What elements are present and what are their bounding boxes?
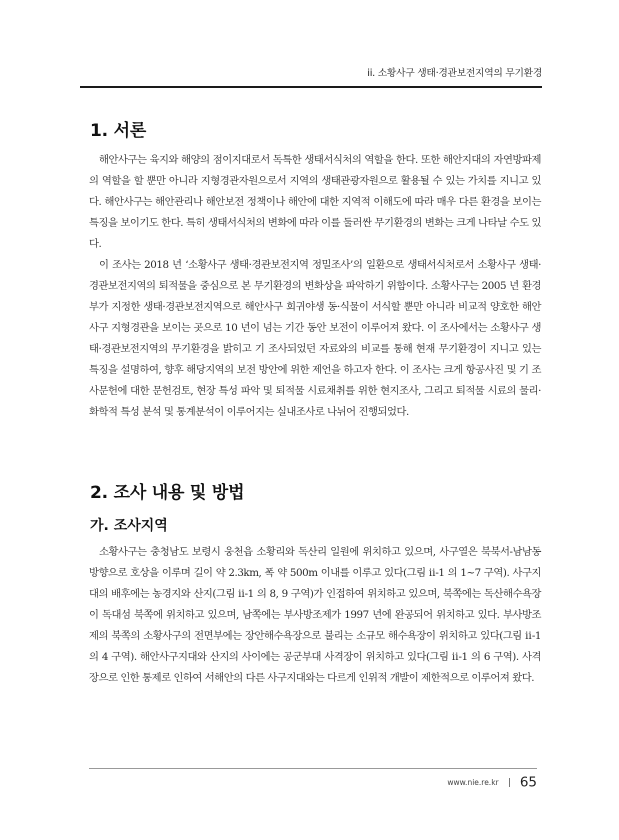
section-1-paragraph-2: 이 조사는 2018 년 ‘소황사구 생태·경관보전지역 정밀조사’의 일환으로 생태서식처로서 소황사구 생태·경관보전지역의 퇴적물을 중심으로 본 무기환경의 변화상을 파악하기 위함이다. 소황사구는 2005 년 환경부가 지정한 생태·경관보전지역으로 해안사구 희귀야생 동·식물이 서식할 뿐만 아니라 비교적 양호한 해안사구 지형경관을 보이는 곳으로 10 년이 넘는 기간 동안 보전이 이루어져 왔다. 이 조사에서는 소황사구 생태·경관보전지역의 무기환경을 밝히고 기 조사되었던 자료와의 비교를 통해 현재 무기환경이 지니고 있는 특징을 설명하여, 향후 해당지역의 보전 방안에 위한 제언을 하고자 한다. 이 조사는 크게 항공사진 및 기 조사문헌에 대한 문헌검토, 현장 특성 파악 및 퇴적물 시료채취를 위한 현지조사, 그리고 퇴적물 시료의 물리·화학적 특성 분석 및 통계분석이 이루어지는 실내조사로 나뉘어 진행되었다. [89, 259, 541, 418]
running-header [80, 60, 542, 88]
footer-separator [509, 778, 510, 787]
section-2-heading: 2. 조사 내용 및 방법 [90, 483, 245, 503]
footer-url: www.nie.re.kr [447, 778, 499, 787]
page-number: 65 [519, 774, 537, 791]
section-1-heading: 1. 서론 [90, 121, 147, 141]
section-1-paragraph-1: 해안사구는 육지와 해양의 점이지대로서 독특한 생태서식처의 역할을 한다. 또한 해안지대의 자연방파제의 역할을 할 뿐만 아니라 지형경관자원으로서 지역의 생태관광자원으로 활용될 수 있는 가치를 지니고 있다. 해안사구는 해안관리나 해안보전 정책이나 해안에 대한 지역적 이해도에 따라 매우 다른 환경을 보이는 특징을 보이기도 한다. 특히 생태서식처의 변화에 따라 이를 둘러싼 무기환경의 변화는 크게 나타날 수도 있다. [89, 154, 541, 250]
section-2-paragraph-1: 소황사구는 충청남도 보령시 웅천읍 소황리와 독산리 일원에 위치하고 있으며, 사구열은 북북서-남남동 방향으로 호상을 이루며 길이 약 2.3km, 폭 약 500m 이내를 이루고 있다(그림 ⅱ-1 의 1~7 구역). 사구지대의 배후에는 농경지와 산지(그림 ⅱ-1 의 8, 9 구역)가 인접하여 위치하고 있으며, 북쪽에는 독산해수욕장이 독대섬 북쪽에 위치하고 있으며, 남쪽에는 부사방조제가 1997 년에 완공되어 위치하고 있다. 부사방조제의 북쪽의 소황사구의 전면부에는 장안해수욕장으로 불리는 소규모 해수욕장이 위치하고 있다(그림 ⅱ-1 의 4 구역). 해안사구지대와 산지의 사이에는 공군부대 사격장이 위치하고 있다(그림 ⅱ-1 의 6 구역). 사격장으로 인한 통제로 인하여 서해안의 다른 사구지대와는 다르게 인위적 개발이 제한적으로 이루어져 왔다. [89, 546, 541, 684]
running-header-title: ii. 소황사구 생태·경관보전지역의 무기환경 [367, 68, 542, 79]
footer-divider [89, 768, 537, 769]
section-2-subheading: 가. 조사지역 [90, 518, 168, 534]
page-footer [447, 772, 537, 791]
